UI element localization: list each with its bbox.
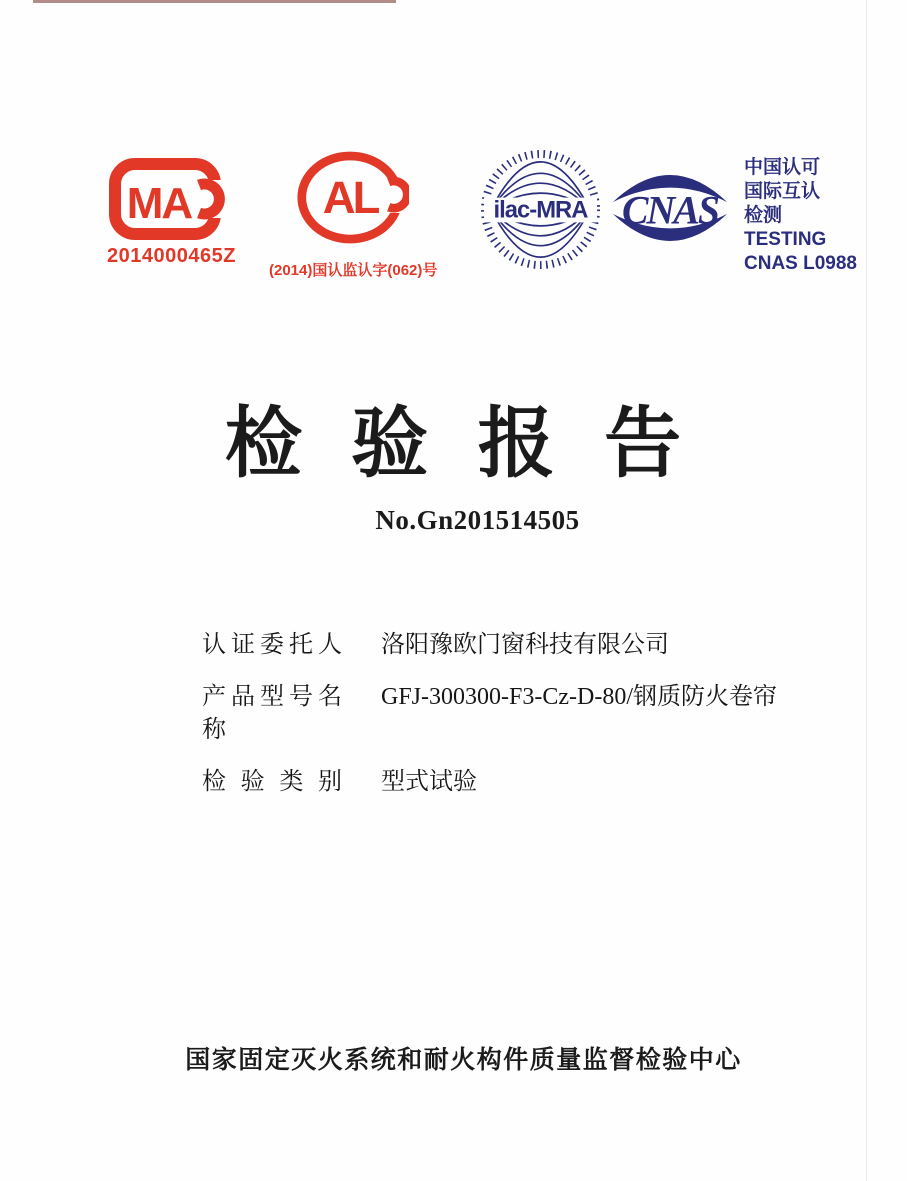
field-row-test-type: [202, 766, 777, 799]
field-label: 产品型号名称: [202, 684, 342, 743]
field-label: 认证委托人: [202, 632, 342, 658]
field-value: GFJ-300300-F3-Cz-D-80/钢质防火卷帘: [381, 684, 777, 710]
accreditation-line: CNAS L0988: [744, 253, 857, 274]
accreditation-line: 中国认可: [744, 157, 821, 178]
issuing-organization: 国家固定灭火系统和耐火构件质量监督检验中心: [185, 1046, 742, 1074]
cma-logo-icon: [108, 157, 228, 241]
field-value: 洛阳豫欧门窗科技有限公司: [381, 632, 669, 658]
ilac-mra-logo-icon: [480, 149, 601, 270]
field-row-applicant: [202, 629, 777, 662]
scan-artifact-top-line: [33, 0, 396, 3]
field-label: 检验类别: [202, 769, 342, 795]
cal-certification-mark: [269, 149, 438, 280]
cma-certification-mark: [107, 157, 236, 268]
cal-logo-letters: AL: [322, 171, 378, 223]
accreditation-line: TESTING: [744, 229, 827, 250]
cnas-accreditation-text-block: [744, 156, 857, 276]
cma-logo-letters: MA: [126, 179, 192, 228]
report-fields: [202, 629, 777, 818]
cnas-logo-letters: CNAS: [621, 188, 719, 233]
report-title: 检 验 报 告: [224, 400, 683, 487]
cma-certificate-number: 2014000465Z: [107, 245, 236, 267]
ilac-mra-logo-letters: ilac-MRA: [493, 196, 588, 224]
cal-accreditation-caption: (2014)国认监认字(062)号: [269, 262, 438, 279]
report-number: No.Gn201514505: [375, 505, 580, 535]
accreditation-line: 国际互认: [744, 181, 821, 202]
cnas-mark: [607, 163, 733, 253]
scan-artifact-right-edge: [866, 0, 867, 1181]
accreditation-line: 检测: [744, 205, 783, 226]
field-row-product-model: [202, 681, 777, 747]
cal-logo-icon: [295, 149, 409, 248]
ilac-mra-mark: [480, 149, 601, 270]
field-value: 型式试验: [381, 769, 477, 795]
cnas-logo-icon: [607, 163, 733, 253]
